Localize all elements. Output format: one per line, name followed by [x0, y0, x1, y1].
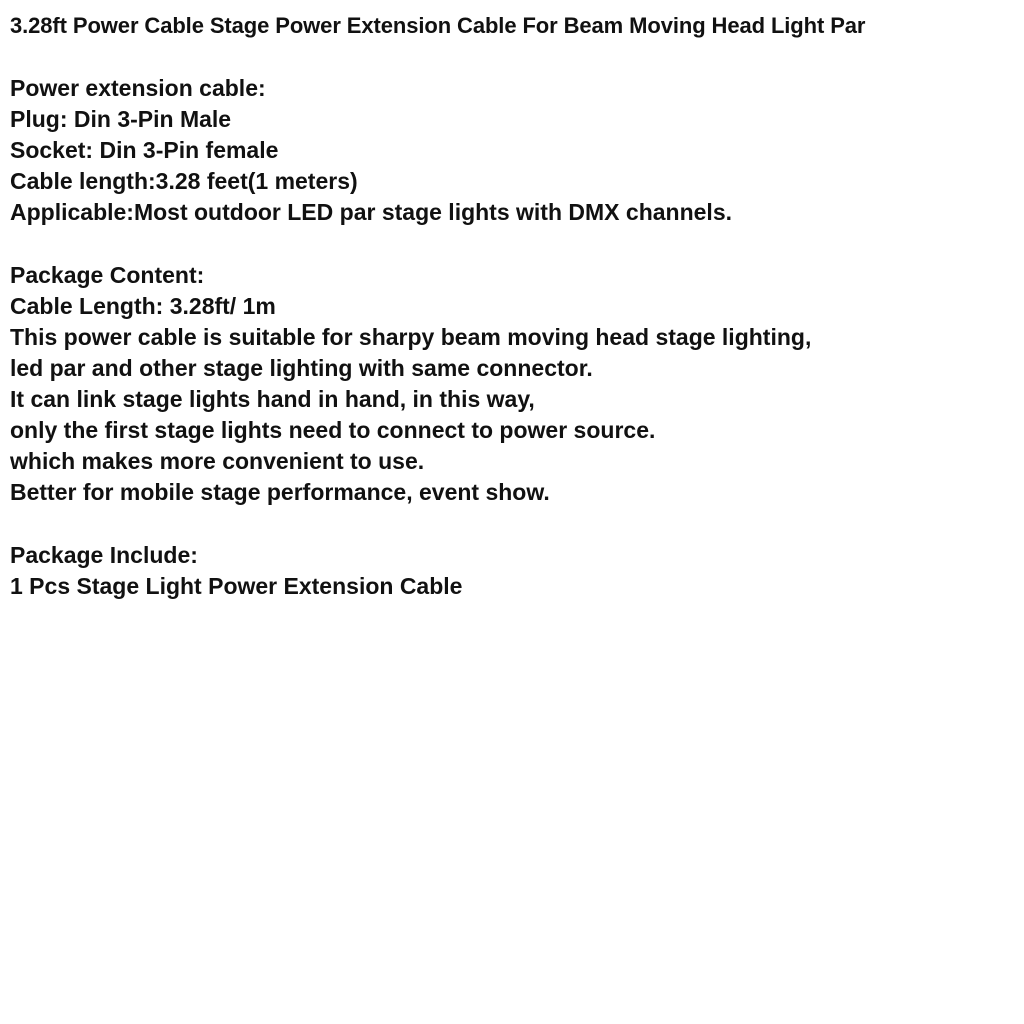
product-title: 3.28ft Power Cable Stage Power Extension Cable For Beam Moving Head Light Par [10, 13, 866, 38]
content-line: only the first stage lights need to connect to power source. [10, 417, 656, 443]
spacer [10, 41, 1020, 73]
package-include-item: 1 Pcs Stage Light Power Extension Cable [10, 573, 463, 599]
content-line: Cable Length: 3.28ft/ 1m [10, 293, 276, 319]
spec-heading: Power extension cable: [10, 75, 266, 101]
spec-cable-length: Cable length:3.28 feet(1 meters) [10, 168, 358, 194]
product-description [10, 10, 1020, 602]
content-line: It can link stage lights hand in hand, in this way, [10, 386, 535, 412]
package-include-section [10, 540, 1020, 602]
spec-plug: Plug: Din 3-Pin Male [10, 106, 232, 132]
spacer [10, 228, 1020, 260]
content-line: which makes more convenient to use. [10, 448, 425, 474]
package-content-heading: Package Content: [10, 262, 205, 288]
content-line: This power cable is suitable for sharpy beam moving head stage lighting, [10, 324, 812, 350]
content-line: Better for mobile stage performance, event show. [10, 479, 550, 505]
spacer [10, 508, 1020, 540]
package-content-section [10, 260, 1020, 508]
spec-socket: Socket: Din 3-Pin female [10, 137, 279, 163]
spec-section [10, 73, 1020, 228]
package-include-heading: Package Include: [10, 542, 198, 568]
spec-applicable: Applicable:Most outdoor LED par stage lights with DMX channels. [10, 199, 732, 225]
content-line: led par and other stage lighting with same connector. [10, 355, 593, 381]
